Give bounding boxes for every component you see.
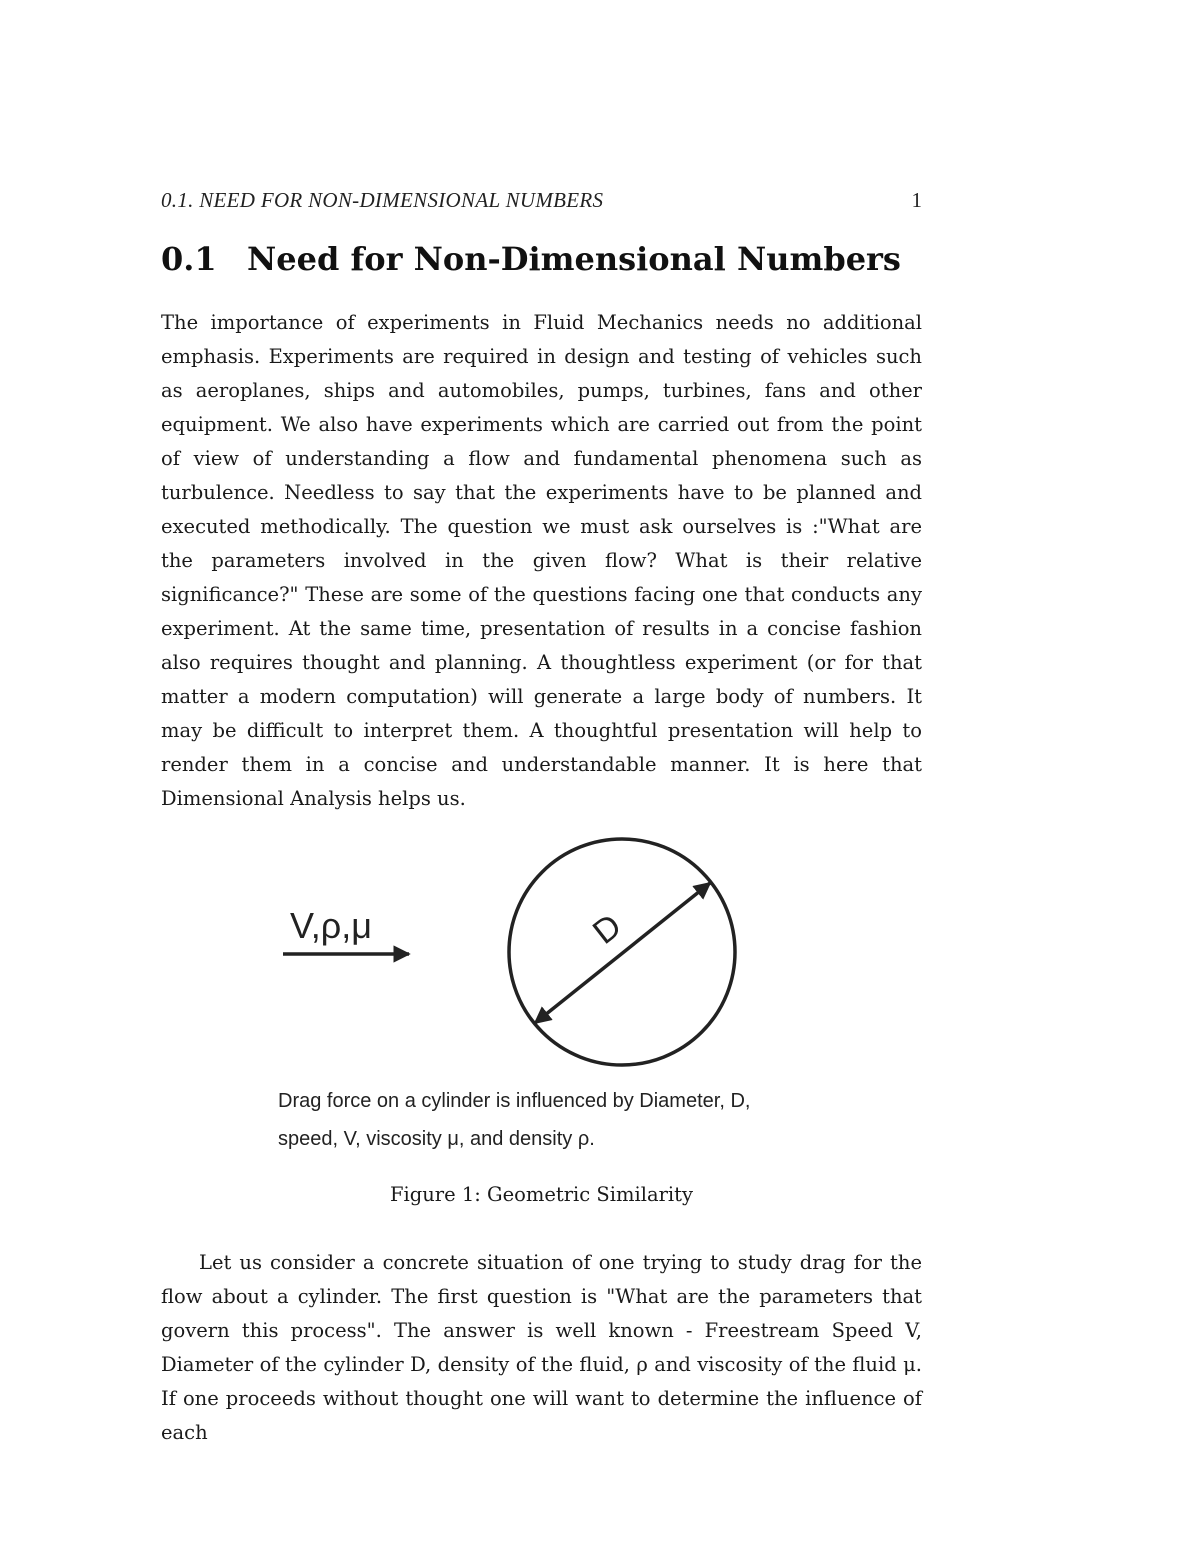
- intro-paragraph: The importance of experiments in Fluid Mechanics needs no additional emphasis. Experiments are required in design and testing of vehicles such as aeroplanes, ships and automobiles, pumps, turbines, fans and other equipment. We also have experiments which are carried out from the point of view of understanding a flow and fundamental phenomena such as turbulence. Needless to say that the experiments have to be planned and executed methodically. The question we must ask ourselves is :"What are the parameters involved in the given flow? What is their relative significance?" These are some of the questions facing one that conducts any experiment. At the same time, presentation of results in a concise fashion also requires thought and planning. A thoughtless experiment (or for that matter a modern computation) will generate a large body of numbers. It may be difficult to interpret them. A thoughtful presentation will help to render them in a concise and understandable manner. It is here that Dimensional Analysis helps us.: [161, 311, 922, 810]
- body-paragraph: Let us consider a concrete situation of one trying to study drag for the flow about a cylinder. The first question is "What are the parameters that govern this process". The answer is well known - Freestream Speed V, Diameter of the cylinder D, density of the fluid, ρ and viscosity of the fluid μ. If one proceeds without thought one will want to determine the influence of each: [161, 1251, 922, 1444]
- diameter-label: D: [585, 906, 629, 952]
- section-heading: [161, 240, 921, 278]
- section-title: Need for Non-Dimensional Numbers: [247, 240, 901, 278]
- figure-note: [278, 1082, 898, 1158]
- section-number: 0.1: [161, 240, 217, 278]
- figure-note-line-2: speed, V, viscosity μ, and density ρ.: [278, 1128, 595, 1150]
- figure-note-line-1: Drag force on a cylinder is influenced by Diameter, D,: [278, 1090, 751, 1112]
- flow-parameters-label: V,ρ,μ: [290, 905, 372, 946]
- cylinder-figure: [270, 830, 750, 1075]
- figure-caption: Figure 1: Geometric Similarity: [389, 1183, 694, 1206]
- page-number: 1: [911, 188, 922, 212]
- running-header: 0.1. NEED FOR NON-DIMENSIONAL NUMBERS: [161, 188, 604, 212]
- diameter-arrow: [535, 883, 710, 1023]
